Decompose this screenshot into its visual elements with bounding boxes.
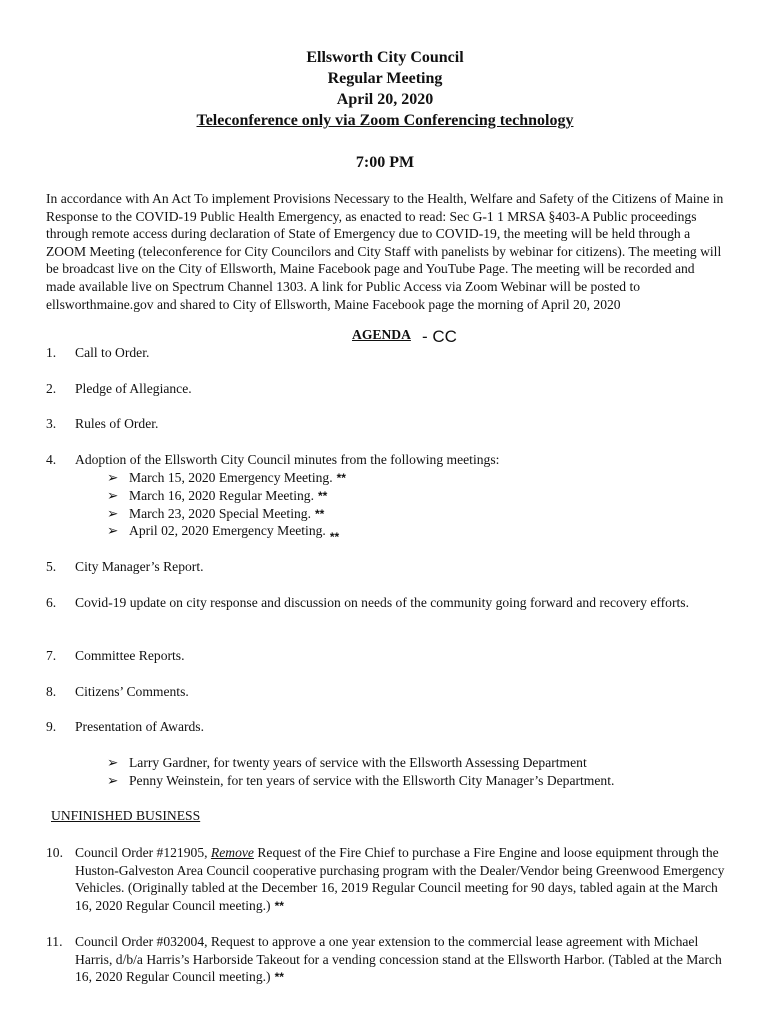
item-text: Adoption of the Ellsworth City Council minutes from the following meetings: <box>75 452 500 467</box>
unfinished-business-heading: UNFINISHED BUSINESS <box>51 808 201 823</box>
arrow-bullet-icon: ➢ <box>107 470 119 485</box>
arrow-bullet-icon: ➢ <box>107 755 119 770</box>
item-number: 9. <box>46 719 57 734</box>
meeting-date: April 20, 2020 <box>336 91 434 108</box>
item-text: Call to Order. <box>75 345 150 360</box>
item-number: 2. <box>46 381 57 396</box>
item-number: 10. <box>46 845 63 860</box>
item-number: 7. <box>46 648 57 663</box>
stars-marker: ** <box>314 507 325 521</box>
award-entry <box>107 772 614 790</box>
minutes-entry <box>107 505 324 524</box>
minutes-text: April 02, 2020 Emergency Meeting. <box>129 523 326 538</box>
stars-marker: ** <box>329 530 340 544</box>
minutes-entry <box>107 469 346 488</box>
minutes-entry <box>107 522 340 544</box>
order-body: Request of the Fire Chief to purchase a Fire Engine and loose equipment through the Huston-Galveston Area Council cooperative purchasing program with the Dealer/Vendor being Greenwood Emergency Vehicles. (Originally tabled at the December 16, 2019 Regular Council meeting for 90 days, tabled again at the March 16, 2020 Regular Council meeting.) <box>75 845 725 913</box>
award-text: Penny Weinstein, for ten years of service with the Ellsworth City Manager’s Department. <box>129 773 615 788</box>
stars-marker: ** <box>274 898 284 913</box>
item-number: 4. <box>46 452 57 467</box>
item-text: Rules of Order. <box>75 416 159 431</box>
item-text: Presentation of Awards. <box>75 719 205 734</box>
agenda-title: AGENDA <box>352 327 411 342</box>
agenda-note: - CC <box>422 327 457 346</box>
item-text: Citizens’ Comments. <box>75 684 189 699</box>
award-entry <box>107 754 587 772</box>
council-name: Ellsworth City Council <box>306 49 464 66</box>
item-text: Pledge of Allegiance. <box>75 381 192 396</box>
meeting-time: 7:00 PM <box>355 154 415 171</box>
item-text <box>75 844 735 915</box>
item-number: 1. <box>46 345 57 360</box>
remove-emphasis: Remove <box>210 845 254 860</box>
item-text: Committee Reports. <box>75 648 185 663</box>
stars-marker: ** <box>274 970 284 985</box>
arrow-bullet-icon: ➢ <box>107 506 119 521</box>
stars-marker: ** <box>336 471 346 485</box>
order-prefix: Council Order #121905, <box>75 845 211 860</box>
stars-marker: ** <box>317 489 328 503</box>
item-number: 6. <box>46 595 57 610</box>
item-number: 8. <box>46 684 57 699</box>
minutes-text: March 23, 2020 Special Meeting. <box>129 506 311 521</box>
meeting-type: Regular Meeting <box>327 70 443 87</box>
minutes-entry <box>107 487 327 506</box>
item-text <box>75 933 735 987</box>
intro-paragraph: In accordance with An Act To implement Provisions Necessary to the Health, Welfare and Safety of the Citizens of Maine in Response to the COVID-19 Public Health Emergency, as enacted to read: Sec G-1 1 MRSA §403-A Public proceedings through remote access during declaration of State of Emergency due to COVID-19, the meeting will be held through a ZOOM Meeting (teleconference for City Councilors and City Staff with panelists by webinar for citizens). The meeting will be broadcast live on the City of Ellsworth, Maine Facebook page and YouTube Page. The meeting will be recorded and made available live on Spectrum Channel 1303. A link for Public Access via Zoom Webinar will be posted to ellsworthmaine.gov and shared to City of Ellsworth, Maine Facebook page the morning of April 20, 2020 <box>46 191 724 312</box>
item-number: 5. <box>46 559 57 574</box>
item-number: 3. <box>46 416 57 431</box>
arrow-bullet-icon: ➢ <box>107 488 119 503</box>
arrow-bullet-icon: ➢ <box>107 773 119 788</box>
item-number: 11. <box>46 934 63 949</box>
order-body: Council Order #032004, Request to approve a one year extension to the commercial lease agreement with Michael Harris, d/b/a Harris’s Harborside Takeout for a vending concession stand at the Ellsworth Harbor. (Tabled at the March 16, 2020 Regular Council meeting.) <box>75 934 722 985</box>
item-text: Covid-19 update on city response and discussion on needs of the community going forward and recovery efforts. <box>75 595 689 610</box>
arrow-bullet-icon: ➢ <box>107 523 119 538</box>
item-text: City Manager’s Report. <box>75 559 204 574</box>
minutes-text: March 15, 2020 Emergency Meeting. <box>129 470 333 485</box>
minutes-text: March 16, 2020 Regular Meeting. <box>129 488 314 503</box>
award-text: Larry Gardner, for twenty years of service with the Ellsworth Assessing Department <box>129 755 587 770</box>
meeting-format: Teleconference only via Zoom Conferencing technology <box>196 112 574 129</box>
